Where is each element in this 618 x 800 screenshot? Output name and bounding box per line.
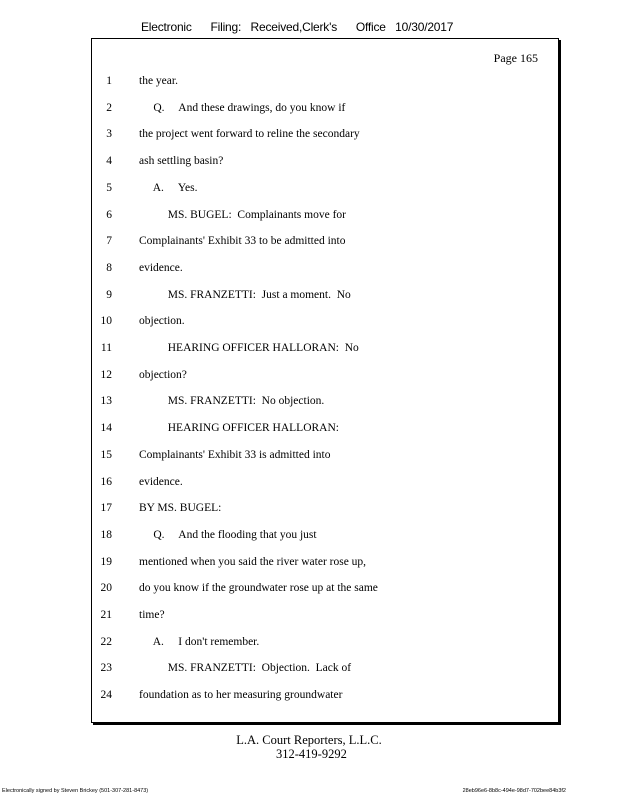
line-number: 8 [106, 261, 112, 274]
line-text: Q. And the flooding that you just [139, 528, 317, 541]
line-text: the year. [139, 75, 178, 87]
line-text: the project went forward to reline the secondary [139, 128, 360, 141]
line-number: 3 [106, 128, 112, 141]
line-number: 9 [106, 288, 112, 301]
line-text: A. Yes. [139, 181, 198, 194]
line-text: objection. [139, 315, 185, 328]
filing-header-office: Office [355, 20, 386, 34]
line-text: Complainants' Exhibit 33 is admitted into [139, 448, 331, 461]
line-number: 13 [100, 395, 112, 408]
line-number: 2 [106, 101, 112, 114]
electronic-signature: Electronically signed by Steven Brickey (501-307-281-8473) [2, 788, 149, 794]
filing-header-electronic: Electronic [141, 20, 192, 34]
line-text: do you know if the groundwater rose up at the same [139, 582, 378, 595]
line-text: HEARING OFFICER HALLORAN: [139, 422, 339, 435]
line-text: ash settling basin? [139, 155, 224, 168]
line-number: 18 [100, 528, 112, 541]
line-text: Q. And these drawings, do you know if [139, 101, 346, 114]
line-number: 5 [106, 181, 112, 194]
line-text: mentioned when you said the river water rose up, [139, 555, 367, 568]
footer-phone: 312-419-9292 [276, 747, 347, 761]
line-text: time? [139, 609, 165, 621]
line-text: MS. FRANZETTI: No objection. [139, 395, 325, 408]
line-text: BY MS. BUGEL: [139, 502, 222, 515]
line-number: 19 [100, 555, 112, 568]
filing-header-filing: Filing: [210, 20, 242, 34]
line-number: 24 [100, 689, 112, 702]
line-text: evidence. [139, 261, 183, 274]
line-number: 21 [100, 609, 112, 621]
line-number: 14 [100, 422, 112, 435]
filing-header-date: 10/30/2017 [395, 20, 454, 34]
line-text: A. I don't remember. [139, 635, 260, 648]
line-number: 1 [106, 75, 112, 87]
document-hash: 28eb96e6-8b8c-494e-98d7-702bee84b3f2 [462, 788, 566, 794]
line-number: 20 [100, 582, 112, 595]
line-number: 6 [106, 208, 112, 221]
line-number: 11 [100, 342, 112, 354]
line-text: foundation as to her measuring groundwater [139, 689, 343, 702]
line-text: Complainants' Exhibit 33 to be admitted into [139, 235, 346, 248]
line-text: MS. FRANZETTI: Just a moment. No [139, 288, 351, 301]
page-number: Page 165 [493, 51, 538, 65]
line-text: MS. BUGEL: Complainants move for [139, 208, 346, 221]
line-number: 4 [106, 155, 112, 168]
line-text: objection? [139, 368, 187, 381]
filing-header-received-clerks: Received,Clerk's [250, 20, 338, 34]
line-text: evidence. [139, 475, 183, 488]
line-number: 15 [100, 448, 112, 461]
line-number: 16 [100, 475, 112, 488]
line-text: HEARING OFFICER HALLORAN: No [139, 342, 359, 354]
footer-company: L.A. Court Reporters, L.L.C. [236, 733, 382, 747]
filing-header [141, 20, 453, 34]
line-text: MS. FRANZETTI: Objection. Lack of [139, 662, 352, 675]
line-number: 12 [100, 368, 112, 381]
line-number: 22 [100, 635, 112, 648]
line-number: 10 [100, 315, 112, 328]
line-number: 7 [106, 235, 112, 248]
line-number: 17 [100, 502, 112, 515]
transcript-page [91, 38, 559, 723]
line-number: 23 [100, 662, 112, 675]
